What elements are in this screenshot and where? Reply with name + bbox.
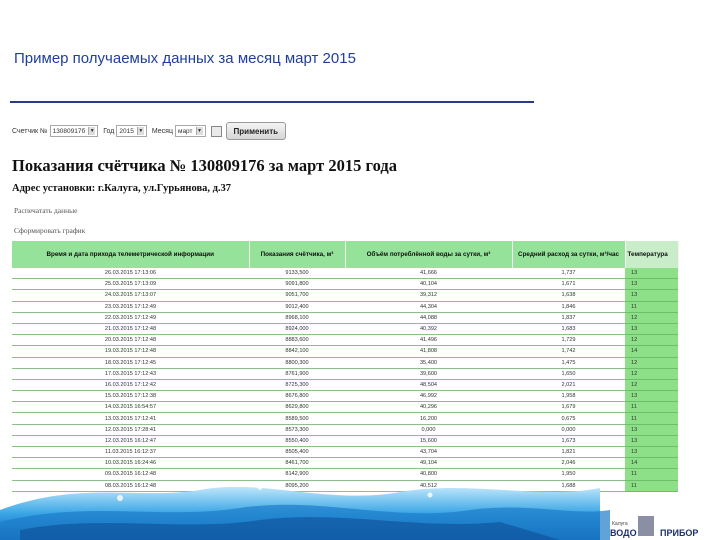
reading-cell: 9012,400 xyxy=(249,301,345,312)
temperature-cell: 12 xyxy=(625,357,678,368)
logo-icon xyxy=(638,516,654,536)
volume-cell: 39,312 xyxy=(345,290,512,301)
table-row xyxy=(12,290,678,301)
logo-small-text: Калуга xyxy=(612,521,628,527)
reading-cell: 8573,300 xyxy=(249,424,345,435)
installation-address: Адрес установки: г.Калуга, ул.Гурьянова, д.37 xyxy=(12,183,232,194)
temperature-cell: 12 xyxy=(625,368,678,379)
report-title: Показания счётчика № 130809176 за март 2015 года xyxy=(12,156,397,175)
table-row xyxy=(12,391,678,402)
time-cell: 15.03.2015 17:12:38 xyxy=(12,391,249,402)
rate-cell: 1,688 xyxy=(512,480,625,491)
column-header-reading: Показания счётчика, м³ xyxy=(249,241,345,268)
reading-cell: 8676,800 xyxy=(249,391,345,402)
table-row xyxy=(12,279,678,290)
reading-cell: 8461,700 xyxy=(249,458,345,469)
chevron-down-icon: ▼ xyxy=(138,128,144,134)
rate-cell: 1,671 xyxy=(512,279,625,290)
rate-cell: 2,046 xyxy=(512,458,625,469)
rate-cell: 2,021 xyxy=(512,379,625,390)
table-row xyxy=(12,312,678,323)
rate-cell: 1,650 xyxy=(512,368,625,379)
apply-button[interactable]: Применить xyxy=(226,122,287,140)
table-header-row xyxy=(12,241,678,268)
column-header-rate: Средний расход за сутки, м³/час xyxy=(512,241,625,268)
temperature-cell: 13 xyxy=(625,290,678,301)
counter-select[interactable] xyxy=(50,125,99,137)
month-select-value: март xyxy=(177,127,193,135)
reading-cell: 8629,800 xyxy=(249,402,345,413)
temperature-cell: 14 xyxy=(625,458,678,469)
rate-cell: 1,729 xyxy=(512,335,625,346)
time-cell: 22.03.2015 17:12:49 xyxy=(12,312,249,323)
table-row xyxy=(12,458,678,469)
time-cell: 25.03.2015 17:13:09 xyxy=(12,279,249,290)
month-label: Месяц xyxy=(151,127,173,135)
reading-cell: 8142,900 xyxy=(249,469,345,480)
temperature-cell: 13 xyxy=(625,268,678,279)
temperature-cell: 13 xyxy=(625,424,678,435)
table-row xyxy=(12,268,678,279)
temperature-cell: 12 xyxy=(625,312,678,323)
volume-cell: 49,104 xyxy=(345,458,512,469)
rate-cell: 1,821 xyxy=(512,447,625,458)
chevron-down-icon: ▼ xyxy=(89,128,95,134)
reading-cell: 8589,500 xyxy=(249,413,345,424)
column-header-time: Время и дата прихода телеметрической информации xyxy=(12,241,249,268)
volume-cell: 35,400 xyxy=(345,357,512,368)
volume-cell: 46,992 xyxy=(345,391,512,402)
time-cell: 11.03.2015 16:12:37 xyxy=(12,447,249,458)
time-cell: 24.03.2015 17:13:07 xyxy=(12,290,249,301)
table-row xyxy=(12,402,678,413)
chevron-down-icon: ▼ xyxy=(197,128,202,134)
volume-cell: 40,296 xyxy=(345,402,512,413)
time-cell: 16.03.2015 17:12:42 xyxy=(12,379,249,390)
volume-cell: 16,200 xyxy=(345,413,512,424)
temperature-cell: 12 xyxy=(625,379,678,390)
year-select-value: 2015 xyxy=(119,127,134,135)
temperature-cell: 11 xyxy=(625,301,678,312)
temperature-cell: 12 xyxy=(625,335,678,346)
time-cell: 18.03.2015 17:12:45 xyxy=(12,357,249,368)
volume-cell: 40,512 xyxy=(345,480,512,491)
reading-cell: 8842,100 xyxy=(249,346,345,357)
temperature-cell: 13 xyxy=(625,323,678,334)
rate-cell: 1,950 xyxy=(512,469,625,480)
rate-cell: 1,837 xyxy=(512,312,625,323)
rate-cell: 0,000 xyxy=(512,424,625,435)
time-cell: 12.03.2015 17:28:41 xyxy=(12,424,249,435)
volume-cell: 39,600 xyxy=(345,368,512,379)
table-row xyxy=(12,323,678,334)
reading-cell: 9051,700 xyxy=(249,290,345,301)
volume-cell: 44,304 xyxy=(345,301,512,312)
table-row xyxy=(12,301,678,312)
time-cell: 19.03.2015 17:12:48 xyxy=(12,346,249,357)
reading-cell: 8800,300 xyxy=(249,357,345,368)
reading-cell: 9133,500 xyxy=(249,268,345,279)
table-row xyxy=(12,424,678,435)
volume-cell: 41,666 xyxy=(345,268,512,279)
print-data-link[interactable]: Распечатать данные xyxy=(14,206,78,215)
table-row xyxy=(12,346,678,357)
table-row xyxy=(12,357,678,368)
temperature-cell: 11 xyxy=(625,469,678,480)
temperature-cell: 13 xyxy=(625,447,678,458)
time-cell: 21.03.2015 17:12:48 xyxy=(12,323,249,334)
table-row xyxy=(12,413,678,424)
table-row xyxy=(12,379,678,390)
rate-cell: 1,475 xyxy=(512,357,625,368)
reading-cell: 8725,300 xyxy=(249,379,345,390)
reading-cell: 8883,600 xyxy=(249,335,345,346)
time-cell: 17.03.2015 17:12:43 xyxy=(12,368,249,379)
table-row xyxy=(12,335,678,346)
reading-cell: 8505,400 xyxy=(249,447,345,458)
table-row xyxy=(12,368,678,379)
volume-cell: 40,800 xyxy=(345,469,512,480)
volume-cell: 40,104 xyxy=(345,279,512,290)
time-cell: 10.03.2015 16:24:46 xyxy=(12,458,249,469)
temperature-cell: 11 xyxy=(625,402,678,413)
year-label: Год xyxy=(103,127,115,135)
column-header-temperature: Температура xyxy=(625,241,678,268)
time-cell: 08.03.2015 16:12:48 xyxy=(12,480,249,491)
volume-cell: 43,704 xyxy=(345,447,512,458)
time-cell: 20.03.2015 17:12:48 xyxy=(12,335,249,346)
volume-cell: 41,496 xyxy=(345,335,512,346)
volume-cell: 48,504 xyxy=(345,379,512,390)
reading-cell: 9091,800 xyxy=(249,279,345,290)
temperature-cell: 11 xyxy=(625,413,678,424)
temperature-cell: 13 xyxy=(625,435,678,446)
option-checkbox[interactable] xyxy=(211,126,222,137)
logo-text-right: ПРИБОР xyxy=(660,528,699,538)
table-row xyxy=(12,447,678,458)
title-divider xyxy=(10,101,534,103)
rate-cell: 0,675 xyxy=(512,413,625,424)
time-cell: 09.03.2015 16:12:48 xyxy=(12,469,249,480)
time-cell: 13.03.2015 17:12:41 xyxy=(12,413,249,424)
column-header-volume: Объём потреблённой воды за сутки, м³ xyxy=(345,241,512,268)
volume-cell: 15,600 xyxy=(345,435,512,446)
rate-cell: 1,683 xyxy=(512,323,625,334)
reading-cell: 8095,200 xyxy=(249,480,345,491)
temperature-cell: 14 xyxy=(625,346,678,357)
month-select[interactable] xyxy=(175,125,206,137)
temperature-cell: 13 xyxy=(625,391,678,402)
reading-cell: 8761,900 xyxy=(249,368,345,379)
reading-cell: 8968,100 xyxy=(249,312,345,323)
slide-title: Пример получаемых данных за месяц март 2015 xyxy=(14,50,356,67)
temperature-cell: 13 xyxy=(625,279,678,290)
counter-select-value: 13080917б xyxy=(52,127,86,135)
time-cell: 12.03.2015 16:12:47 xyxy=(12,435,249,446)
time-cell: 23.03.2015 17:12:49 xyxy=(12,301,249,312)
rate-cell: 1,673 xyxy=(512,435,625,446)
rate-cell: 1,742 xyxy=(512,346,625,357)
time-cell: 26.03.2015 17:13:06 xyxy=(12,268,249,279)
rate-cell: 1,958 xyxy=(512,391,625,402)
build-graph-link[interactable]: Сформировать график xyxy=(14,226,86,235)
year-select[interactable] xyxy=(116,125,146,137)
rate-cell: 1,679 xyxy=(512,402,625,413)
counter-label: Счетчик № xyxy=(12,127,48,135)
readings-table xyxy=(12,241,679,492)
time-cell: 14.03.2015 16:54:57 xyxy=(12,402,249,413)
volume-cell: 0,000 xyxy=(345,424,512,435)
rate-cell: 1,737 xyxy=(512,268,625,279)
table-row xyxy=(12,435,678,446)
rate-cell: 1,846 xyxy=(512,301,625,312)
rate-cell: 1,638 xyxy=(512,290,625,301)
volume-cell: 41,808 xyxy=(345,346,512,357)
volume-cell: 44,088 xyxy=(345,312,512,323)
logo-text-left: ВОДО xyxy=(610,528,637,538)
reading-cell: 8924,000 xyxy=(249,323,345,334)
volume-cell: 40,392 xyxy=(345,323,512,334)
reading-cell: 8550,400 xyxy=(249,435,345,446)
filter-toolbar xyxy=(12,121,286,141)
temperature-cell: 11 xyxy=(625,480,678,491)
